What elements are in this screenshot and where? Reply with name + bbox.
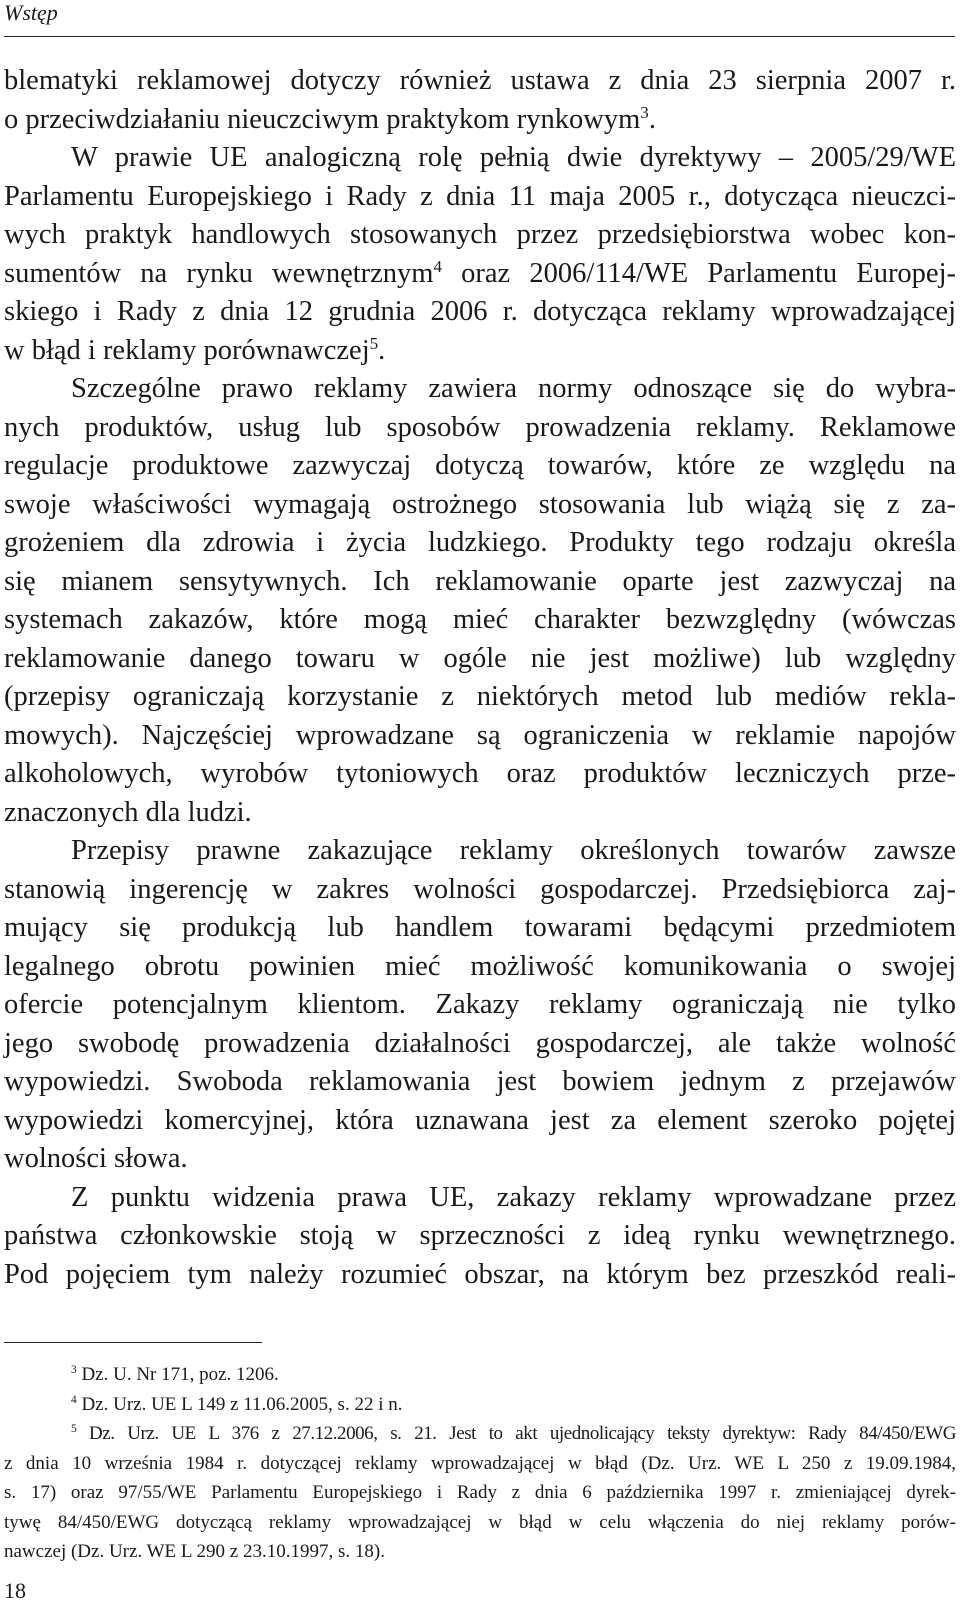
text-line: wypowiedzi. Swoboda reklamowania jest bowiem jednym z przejawów bbox=[4, 1066, 956, 1097]
text-line: się mianem sensytywnych. Ich reklamowanie oparte jest zazwyczaj na bbox=[4, 565, 956, 597]
footnote-number: 3 bbox=[71, 1364, 77, 1377]
footnote: $^4$ Dz. Urz. UE L 149 z 11.06.2005, s. 22 i n. bbox=[71, 1393, 403, 1415]
text-line: sumentów na rynku wewnętrznym$^4$ oraz 2006/114/WE Parlamentu Europej- bbox=[4, 256, 956, 289]
running-header: Wstęp bbox=[4, 0, 58, 25]
header-rule bbox=[4, 36, 955, 37]
text-line: państwa członkowskie stoją w sprzeczności z ideą rynku wewnętrznego. bbox=[4, 1220, 956, 1251]
text-line: Z punktu widzenia prawa UE, zakazy reklamy wprowadzane przez bbox=[71, 1181, 956, 1213]
text-line: (przepisy ograniczają korzystanie z niektórych metod lub mediów rekla- bbox=[4, 681, 956, 712]
text-line: o przeciwdziałaniu nieuczciwym praktykom rynkowym$^3$. bbox=[4, 102, 656, 135]
text-line: skiego i Rady z dnia 12 grudnia 2006 r. dotycząca reklamy wprowadzającej bbox=[4, 296, 956, 327]
footnote-line: z dnia 10 września 1984 r. dotyczącej reklamy wprowadzającej w błąd (Dz. Urz. WE L 250 z 19.09.1984, bbox=[4, 1452, 956, 1474]
text-line: Szczególne prawo reklamy zawiera normy odnoszące się do wybra- bbox=[71, 373, 956, 404]
text-line: grożeniem dla zdrowia i życia ludzkiego. Produkty tego rodzaju określa bbox=[4, 527, 956, 558]
text-line: mowych). Najczęściej wprowadzane są ograniczenia w reklamie napojów bbox=[4, 719, 956, 751]
text-line: Przepisy prawne zakazujące reklamy określonych towarów zawsze bbox=[71, 835, 956, 866]
footnote: $^3$ Dz. U. Nr 171, poz. 1206. bbox=[71, 1364, 279, 1385]
text-line: W prawie UE analogiczną rolę pełnią dwie dyrektywy – 2005/29/WE bbox=[71, 142, 956, 173]
text-line: reklamowanie danego towaru w ogóle nie jest możliwe) lub względny bbox=[4, 642, 956, 674]
text-line: stanowią ingerencję w zakres wolności gospodarczej. Przedsiębiorca zaj- bbox=[4, 873, 956, 905]
footnote-number: 4 bbox=[71, 1393, 77, 1406]
footnote: $^5$ Dz. Urz. UE L 376 z 27.12.2006, s. 21. Jest to akt ujednolicający teksty dyrektyw: Rady 84/450/EWG bbox=[71, 1423, 956, 1444]
text-line: znaczonych dla ludzi. bbox=[4, 796, 252, 828]
text-line: Pod pojęciem tym należy rozumieć obszar, na którym bez przeszkód reali- bbox=[4, 1258, 956, 1290]
text-line: swoje właściwości wymagają ostrożnego stosowania lub wiążą się z za- bbox=[4, 488, 956, 520]
text-line: jego swobodę prowadzenia działalności gospodarczej, ale także wolność bbox=[4, 1027, 956, 1059]
footnote-ref: 3 bbox=[640, 102, 649, 122]
footnotes bbox=[4, 1360, 956, 1567]
text-line: wych praktyk handlowych stosowanych przez przedsiębiorstwa wobec kon- bbox=[4, 219, 956, 250]
footnote-ref: 5 bbox=[369, 333, 379, 353]
footnote-ref: 4 bbox=[433, 256, 442, 276]
text-line: systemach zakazów, które mogą mieć charakter bezwzględny (wówczas bbox=[4, 604, 956, 635]
text-line: ofercie potencjalnym klientom. Zakazy reklamy ograniczają nie tylko bbox=[4, 989, 956, 1020]
text-line: Parlamentu Europejskiego i Rady z dnia 11 maja 2005 r., dotycząca nieuczci- bbox=[4, 180, 956, 212]
text-line: wypowiedzi komercyjnej, która uznawana jest za element szeroko pojętej bbox=[4, 1104, 956, 1136]
text-line: regulacje produktowe zazwyczaj dotyczą towarów, które ze względu na bbox=[4, 450, 956, 481]
footnote-line: nawczej (Dz. Urz. WE L 290 z 23.10.1997, s. 18). bbox=[4, 1541, 385, 1562]
page-number: 18 bbox=[4, 1578, 26, 1603]
text-line: w błąd i reklamy porównawczej$^5$. bbox=[4, 333, 386, 366]
text-line: blematyki reklamowej dotyczy również ustawa z dnia 23 sierpnia 2007 r. bbox=[4, 65, 956, 96]
text-line: mujący się produkcją lub handlem towarami będącymi przedmiotem bbox=[4, 912, 956, 943]
footnote-number: 5 bbox=[71, 1423, 77, 1436]
footnote-line: s. 17) oraz 97/55/WE Parlamentu Europejskiego i Rady z dnia 6 października 1997 r. zmieniającej dyrek- bbox=[4, 1482, 956, 1503]
footnote-rule bbox=[4, 1342, 262, 1343]
text-line: alkoholowych, wyrobów tytoniowych oraz produktów leczniczych prze- bbox=[4, 758, 956, 789]
text-line: nych produktów, usług lub sposobów prowadzenia reklamy. Reklamowe bbox=[4, 411, 956, 443]
text-line: legalnego obrotu powinien mieć możliwość komunikowania o swojej bbox=[4, 950, 956, 982]
text-line: wolności słowa. bbox=[4, 1143, 188, 1174]
footnote-line: tywę 84/450/EWG dotyczącą reklamy wprowadzającej w błąd w celu włączenia do niej reklamy porów- bbox=[4, 1511, 956, 1533]
body-text bbox=[4, 62, 956, 1294]
